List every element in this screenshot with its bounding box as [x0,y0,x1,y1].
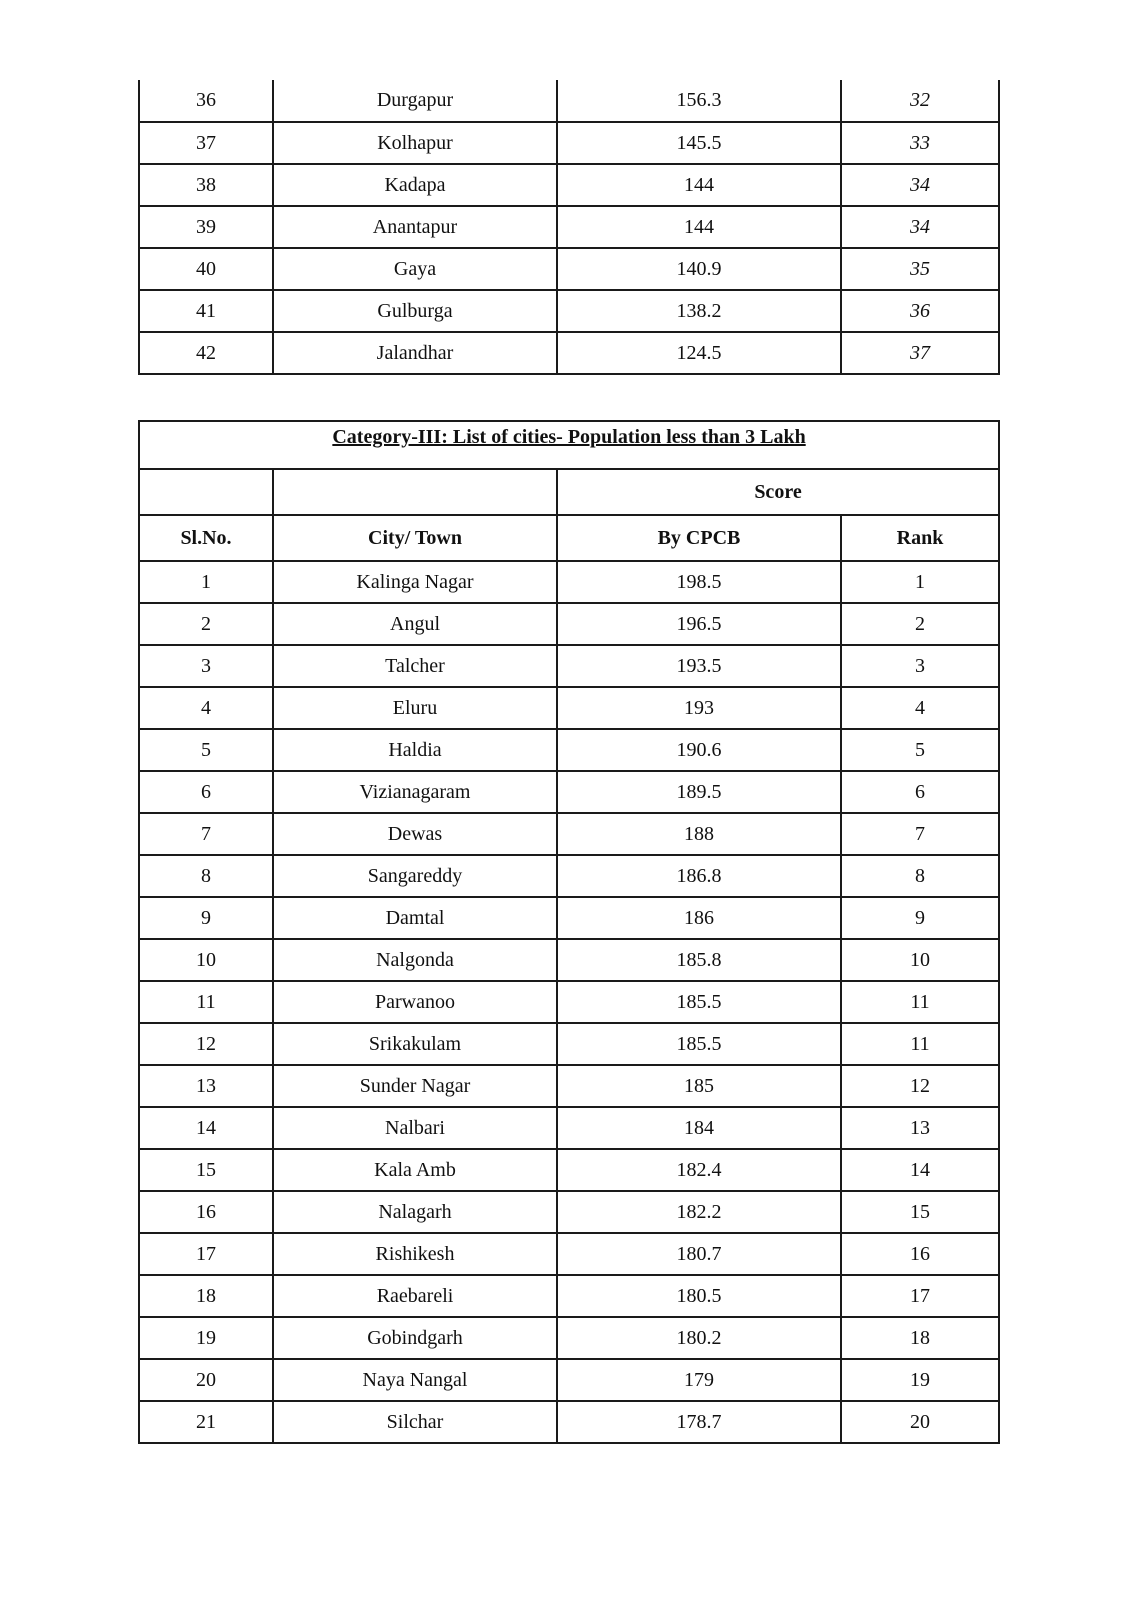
table-row [139,1065,999,1107]
city-cell: Srikakulam [273,1023,557,1065]
score-cell: 178.7 [557,1401,841,1443]
score-cell: 156.3 [557,80,841,122]
city-cell: Nalagarh [273,1191,557,1233]
city-cell: Parwanoo [273,981,557,1023]
score-cell: 184 [557,1107,841,1149]
score-cell: 198.5 [557,561,841,603]
table-row [139,1275,999,1317]
score-cell: 144 [557,206,841,248]
rank-cell: 6 [841,771,999,813]
rank-cell: 17 [841,1275,999,1317]
empty-header-cell [273,469,557,515]
category-title: Category-III: List of cities- Population less than 3 Lakh [332,426,806,448]
city-town-header: City/ Town [273,515,557,561]
sl-no-cell: 17 [139,1233,273,1275]
sl-no-cell: 2 [139,603,273,645]
sl-no-cell: 41 [139,290,273,332]
sl-no-cell: 4 [139,687,273,729]
rank-cell: 5 [841,729,999,771]
empty-header-cell [139,469,273,515]
table-row [139,122,999,164]
table-row [139,687,999,729]
score-cell: 193 [557,687,841,729]
score-cell: 180.2 [557,1317,841,1359]
category-title-row [139,421,999,469]
city-cell: Kalinga Nagar [273,561,557,603]
score-cell: 186 [557,897,841,939]
rank-cell: 10 [841,939,999,981]
sl-no-cell: 15 [139,1149,273,1191]
score-cell: 186.8 [557,855,841,897]
column-header-row [139,515,999,561]
score-cell: 180.5 [557,1275,841,1317]
score-cell: 185 [557,1065,841,1107]
city-cell: Durgapur [273,80,557,122]
score-cell: 185.5 [557,981,841,1023]
sl-no-cell: 39 [139,206,273,248]
table-row [139,729,999,771]
table-row [139,1191,999,1233]
city-cell: Sangareddy [273,855,557,897]
city-cell: Vizianagaram [273,771,557,813]
city-cell: Raebareli [273,1275,557,1317]
rank-cell: 36 [841,290,999,332]
city-cell: Gobindgarh [273,1317,557,1359]
sl-no-cell: 9 [139,897,273,939]
rank-cell: 15 [841,1191,999,1233]
sl-no-cell: 6 [139,771,273,813]
score-cell: 180.7 [557,1233,841,1275]
city-cell: Silchar [273,1401,557,1443]
table-row [139,1023,999,1065]
sl-no-cell: 5 [139,729,273,771]
rank-cell: 12 [841,1065,999,1107]
rank-cell: 19 [841,1359,999,1401]
table-row [139,645,999,687]
city-cell: Haldia [273,729,557,771]
rank-cell: 13 [841,1107,999,1149]
rank-header: Rank [841,515,999,561]
rank-cell: 34 [841,206,999,248]
score-cell: 190.6 [557,729,841,771]
score-cell: 145.5 [557,122,841,164]
rank-cell: 9 [841,897,999,939]
table-row [139,206,999,248]
rank-cell: 14 [841,1149,999,1191]
city-cell: Angul [273,603,557,645]
table-row [139,1359,999,1401]
table-row [139,939,999,981]
rank-cell: 1 [841,561,999,603]
city-cell: Gaya [273,248,557,290]
table-row [139,80,999,122]
city-cell: Nalbari [273,1107,557,1149]
city-cell: Kadapa [273,164,557,206]
city-cell: Kala Amb [273,1149,557,1191]
table-row [139,813,999,855]
score-header: Score [557,469,999,515]
category-3-table [138,420,1000,1444]
rank-cell: 8 [841,855,999,897]
rank-cell: 7 [841,813,999,855]
score-cell: 124.5 [557,332,841,374]
sl-no-cell: 1 [139,561,273,603]
sl-no-cell: 7 [139,813,273,855]
rank-cell: 16 [841,1233,999,1275]
table-row [139,332,999,374]
score-cell: 185.5 [557,1023,841,1065]
rank-cell: 2 [841,603,999,645]
sl-no-cell: 16 [139,1191,273,1233]
sl-no-cell: 11 [139,981,273,1023]
score-cell: 182.4 [557,1149,841,1191]
table-row [139,1107,999,1149]
rank-cell: 11 [841,1023,999,1065]
sl-no-header: Sl.No. [139,515,273,561]
score-cell: 182.2 [557,1191,841,1233]
rank-cell: 20 [841,1401,999,1443]
score-cell: 140.9 [557,248,841,290]
sl-no-cell: 12 [139,1023,273,1065]
previous-category-table [138,80,1000,375]
rank-cell: 34 [841,164,999,206]
table-row [139,1149,999,1191]
table-row [139,855,999,897]
sl-no-cell: 36 [139,80,273,122]
score-cell: 138.2 [557,290,841,332]
city-cell: Naya Nangal [273,1359,557,1401]
score-cell: 144 [557,164,841,206]
city-cell: Kolhapur [273,122,557,164]
category-title-cell [139,421,999,469]
city-cell: Nalgonda [273,939,557,981]
sl-no-cell: 13 [139,1065,273,1107]
table-row [139,1317,999,1359]
sl-no-cell: 3 [139,645,273,687]
sl-no-cell: 18 [139,1275,273,1317]
score-cell: 188 [557,813,841,855]
table-row [139,1401,999,1443]
category-3-body [139,561,999,1443]
table-row [139,1233,999,1275]
score-cell: 196.5 [557,603,841,645]
by-cpcb-header: By CPCB [557,515,841,561]
score-cell: 193.5 [557,645,841,687]
sl-no-cell: 40 [139,248,273,290]
sl-no-cell: 42 [139,332,273,374]
table-row [139,290,999,332]
city-cell: Rishikesh [273,1233,557,1275]
score-cell: 189.5 [557,771,841,813]
sl-no-cell: 37 [139,122,273,164]
rank-cell: 11 [841,981,999,1023]
city-cell: Damtal [273,897,557,939]
score-cell: 179 [557,1359,841,1401]
previous-category-body [139,80,999,374]
table-row [139,981,999,1023]
table-row [139,164,999,206]
city-cell: Eluru [273,687,557,729]
rank-cell: 18 [841,1317,999,1359]
rank-cell: 33 [841,122,999,164]
sl-no-cell: 14 [139,1107,273,1149]
city-cell: Sunder Nagar [273,1065,557,1107]
table-row [139,603,999,645]
sl-no-cell: 20 [139,1359,273,1401]
sl-no-cell: 21 [139,1401,273,1443]
sl-no-cell: 38 [139,164,273,206]
score-cell: 185.8 [557,939,841,981]
sl-no-cell: 19 [139,1317,273,1359]
rank-cell: 4 [841,687,999,729]
city-cell: Gulburga [273,290,557,332]
city-cell: Dewas [273,813,557,855]
rank-cell: 37 [841,332,999,374]
score-header-row [139,469,999,515]
city-cell: Talcher [273,645,557,687]
table-row [139,248,999,290]
table-row [139,771,999,813]
rank-cell: 35 [841,248,999,290]
table-row [139,561,999,603]
rank-cell: 32 [841,80,999,122]
city-cell: Anantapur [273,206,557,248]
rank-cell: 3 [841,645,999,687]
sl-no-cell: 8 [139,855,273,897]
table-row [139,897,999,939]
sl-no-cell: 10 [139,939,273,981]
city-cell: Jalandhar [273,332,557,374]
